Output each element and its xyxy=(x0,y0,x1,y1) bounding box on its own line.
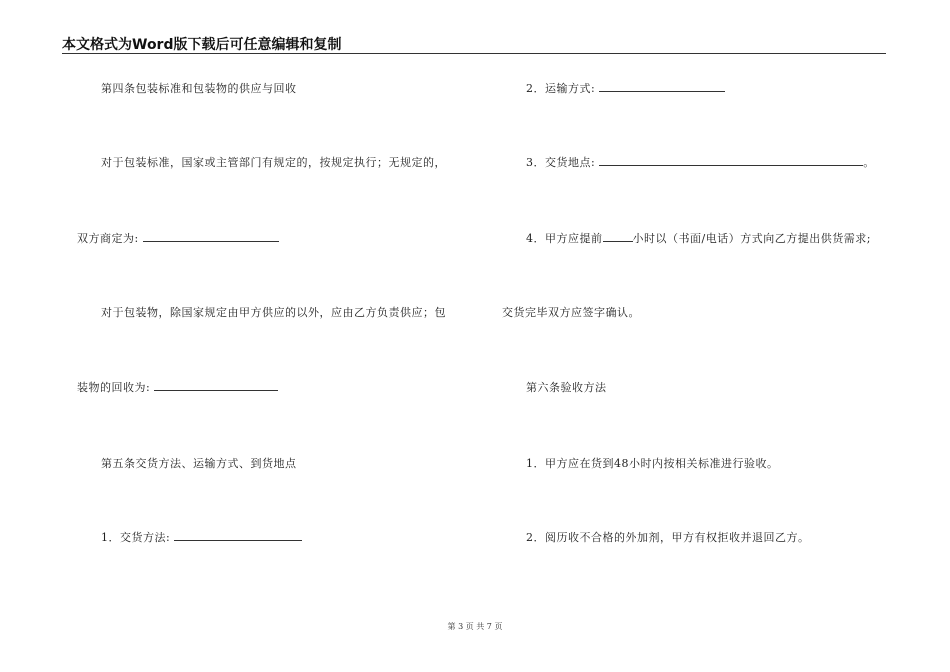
left-line-7 xyxy=(101,529,302,545)
fill-in-blank xyxy=(599,155,863,166)
fill-in-blank xyxy=(603,231,633,242)
fill-in-blank xyxy=(174,530,302,541)
fill-in-blank xyxy=(143,231,279,242)
right-line-1 xyxy=(526,80,725,96)
right-line-2-suffix: 。 xyxy=(863,156,875,169)
right-line-4: 交货完毕双方应签字确认。 xyxy=(502,306,640,319)
right-line-1-text: 2．运输方式: xyxy=(526,82,596,95)
left-line-4: 对于包装物，除国家规定由甲方供应的以外，应由乙方负责供应；包 xyxy=(101,306,446,319)
page-number: 第 3 页 共 7 页 xyxy=(447,622,503,631)
left-line-2: 对于包装标准，国家或主管部门有规定的，按规定执行；无规定的， xyxy=(101,156,446,169)
right-line-6: 1．甲方应在货到48小时内按相关标准进行验收。 xyxy=(526,457,779,470)
left-line-1: 第四条包装标准和包装物的供应与回收 xyxy=(101,82,297,95)
left-line-5-text: 装物的回收为: xyxy=(77,381,151,394)
left-line-3-text: 双方商定为: xyxy=(77,232,139,245)
header-divider xyxy=(62,53,886,54)
right-line-3-suffix: 小时以（书面/电话）方式向乙方提出供货需求; xyxy=(632,232,871,245)
right-line-3 xyxy=(526,230,871,246)
right-line-5: 第六条验收方法 xyxy=(526,381,607,394)
right-line-3-prefix: 4．甲方应提前 xyxy=(526,232,603,245)
left-line-5 xyxy=(77,379,278,395)
left-line-3 xyxy=(77,230,279,246)
right-line-7: 2．阅历收不合格的外加剂，甲方有权拒收并退回乙方。 xyxy=(526,531,810,544)
document-header: 本文格式为Word版下载后可任意编辑和复制 xyxy=(62,37,342,53)
left-line-6: 第五条交货方法、运输方式、到货地点 xyxy=(101,457,297,470)
fill-in-blank xyxy=(599,81,725,92)
left-line-7-text: 1．交货方法: xyxy=(101,531,171,544)
right-line-2 xyxy=(526,154,875,170)
fill-in-blank xyxy=(154,380,278,391)
right-line-2-prefix: 3．交货地点: xyxy=(526,156,596,169)
